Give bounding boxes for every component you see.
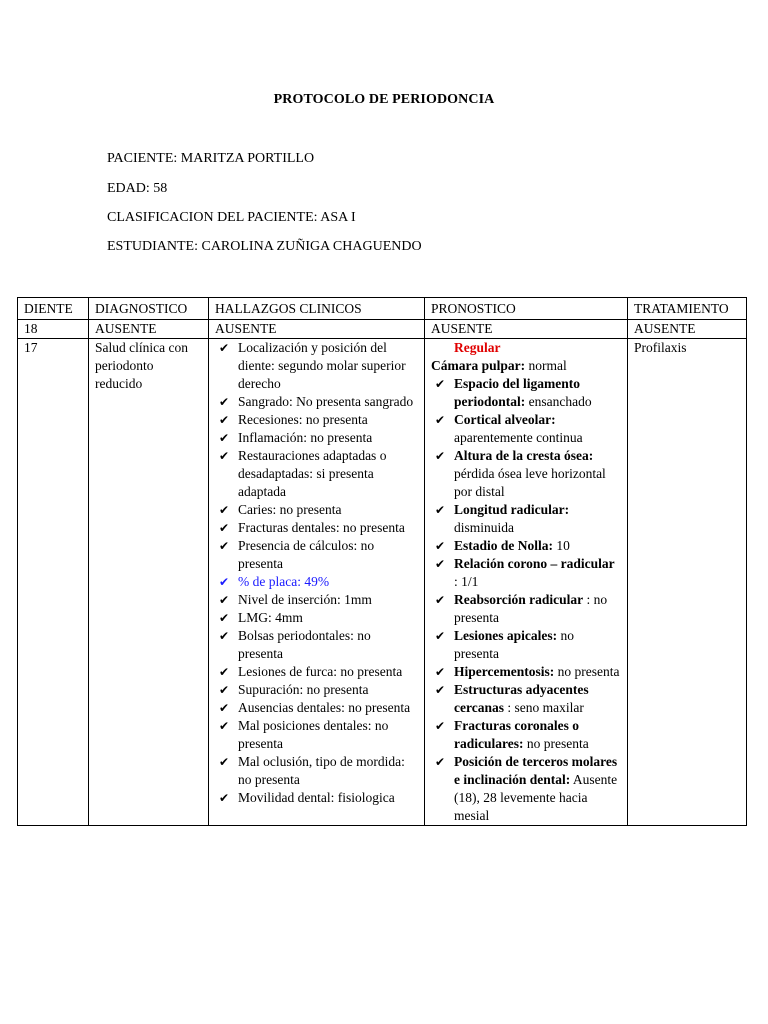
pronostico-item-label: Fracturas coronales o radiculares: <box>454 718 579 751</box>
pronostico-overall: Regular <box>454 340 501 355</box>
hallazgo-text: Fracturas dentales: no presenta <box>238 520 405 535</box>
pronostico-item-label: Estadio de Nolla: <box>454 538 554 553</box>
list-item <box>431 663 621 681</box>
checkmark-icon: ✔ <box>219 521 230 535</box>
patient-name: PACIENTE: MARITZA PORTILLO <box>107 151 315 166</box>
checkmark-icon: ✔ <box>435 755 446 769</box>
pronostico-item-label: Lesiones apicales: <box>454 628 558 643</box>
checkmark-icon: ✔ <box>219 431 230 445</box>
cell-tratamiento: AUSENTE <box>628 320 747 339</box>
checkmark-icon: ✔ <box>435 503 446 517</box>
checkmark-icon: ✔ <box>219 413 230 427</box>
list-item <box>431 717 621 753</box>
pronostico-item-value: no presenta <box>526 736 589 751</box>
hallazgo-text: Localización y posición del diente: segundo molar superior derecho <box>238 340 406 391</box>
pronostico-item-value: disminuida <box>454 520 514 535</box>
hallazgo-text: LMG: 4mm <box>238 610 303 625</box>
table-header-row <box>18 298 747 320</box>
checkmark-icon: ✔ <box>435 683 446 697</box>
pronostico-item-value: aparentemente continua <box>454 430 583 445</box>
checkmark-icon: ✔ <box>219 503 230 517</box>
list-item <box>431 555 621 591</box>
hallazgo-text: Nivel de inserción: 1mm <box>238 592 372 607</box>
pronostico-list <box>431 375 621 825</box>
hallazgo-text: Sangrado: No presenta sangrado <box>238 394 414 409</box>
header-pronostico: PRONOSTICO <box>425 298 628 320</box>
checkmark-icon: ✔ <box>435 629 446 643</box>
pronostico-item-value: pérdida ósea leve horizontal por distal <box>454 466 606 499</box>
hallazgo-text: Presencia de cálculos: no presenta <box>238 538 375 571</box>
list-item <box>215 393 418 411</box>
checkmark-icon: ✔ <box>435 665 446 679</box>
list-item <box>431 501 621 537</box>
camara-pulpar <box>431 357 621 375</box>
header-tratamiento: TRATAMIENTO <box>628 298 747 320</box>
checkmark-icon: ✔ <box>219 539 230 553</box>
cell-pronostico <box>425 339 628 826</box>
pronostico-item-label: Altura de la cresta ósea: <box>454 448 594 463</box>
list-item <box>215 663 418 681</box>
checkmark-icon: ✔ <box>219 575 230 589</box>
patient-classification: CLASIFICACION DEL PACIENTE: ASA I <box>107 210 356 225</box>
list-item <box>431 537 621 555</box>
pronostico-item-value: : no presenta <box>454 592 608 625</box>
checkmark-icon: ✔ <box>219 593 230 607</box>
pronostico-item-value: Ausente (18), 28 levemente hacia mesial <box>454 772 618 823</box>
checkmark-icon: ✔ <box>435 413 446 427</box>
list-item <box>215 519 418 537</box>
list-item <box>215 789 418 807</box>
pronostico-item-value: no presenta <box>454 628 574 661</box>
hallazgos-list <box>215 339 418 807</box>
cell-hallazgos <box>209 339 425 826</box>
hallazgo-text: Mal oclusión, tipo de mordida: no presenta <box>238 754 405 787</box>
pronostico-item-label: Estructuras adyacentes cercanas <box>454 682 589 715</box>
pronostico-item-value: 10 <box>556 538 570 553</box>
hallazgo-text: Inflamación: no presenta <box>238 430 373 445</box>
list-item <box>215 447 418 501</box>
checkmark-icon: ✔ <box>435 719 446 733</box>
pronostico-item-label: Hipercementosis: <box>454 664 555 679</box>
hallazgo-text: % de placa: 49% <box>238 574 330 589</box>
checkmark-icon: ✔ <box>435 557 446 571</box>
checkmark-icon: ✔ <box>219 683 230 697</box>
list-item <box>215 339 418 393</box>
checkmark-icon: ✔ <box>219 611 230 625</box>
header-diente: DIENTE <box>18 298 89 320</box>
list-item <box>431 375 621 411</box>
pronostico-item-value: : 1/1 <box>454 574 479 589</box>
list-item <box>431 591 621 627</box>
hallazgo-text: Mal posiciones dentales: no presenta <box>238 718 389 751</box>
pronostico-item-label: Reabsorción radicular <box>454 592 584 607</box>
checkmark-icon: ✔ <box>219 629 230 643</box>
list-item <box>431 681 621 717</box>
checkmark-icon: ✔ <box>219 395 230 409</box>
list-item <box>431 447 621 501</box>
list-item <box>215 627 418 663</box>
hallazgo-text: Supuración: no presenta <box>238 682 369 697</box>
pronostico-item-label: Relación corono – radicular <box>454 556 615 571</box>
list-item <box>215 717 418 753</box>
hallazgo-text: Recesiones: no presenta <box>238 412 368 427</box>
hallazgo-text: Movilidad dental: fisiologica <box>238 790 395 805</box>
checkmark-icon: ✔ <box>219 719 230 733</box>
list-item <box>431 753 621 825</box>
list-item <box>215 591 418 609</box>
cell-diagnostico: Salud clínica con periodonto reducido <box>89 339 209 826</box>
checkmark-icon: ✔ <box>435 593 446 607</box>
list-item <box>431 411 621 447</box>
student-name: ESTUDIANTE: CAROLINA ZUÑIGA CHAGUENDO <box>107 239 422 254</box>
list-item <box>215 537 418 573</box>
cell-hallazgos: AUSENTE <box>209 320 425 339</box>
hallazgo-text: Ausencias dentales: no presenta <box>238 700 411 715</box>
checkmark-icon: ✔ <box>219 665 230 679</box>
camara-value: normal <box>528 358 567 373</box>
header-hallazgos: HALLAZGOS CLINICOS <box>209 298 425 320</box>
cell-pronostico: AUSENTE <box>425 320 628 339</box>
table-row <box>18 320 747 339</box>
checkmark-icon: ✔ <box>219 791 230 805</box>
hallazgo-text: Caries: no presenta <box>238 502 342 517</box>
pronostico-item-label: Espacio del ligamento periodontal: <box>454 376 581 409</box>
hallazgo-text: Restauraciones adaptadas o desadaptadas: si presenta adaptada <box>238 448 387 499</box>
pronostico-item-value: : seno maxilar <box>507 700 584 715</box>
list-item <box>215 681 418 699</box>
pronostico-item-label: Longitud radicular: <box>454 502 570 517</box>
list-item <box>215 501 418 519</box>
pronostico-item-label: Cortical alveolar: <box>454 412 556 427</box>
checkmark-icon: ✔ <box>435 377 446 391</box>
checkmark-icon: ✔ <box>219 755 230 769</box>
list-item <box>431 627 621 663</box>
table-row <box>18 339 747 826</box>
camara-label: Cámara pulpar: <box>431 358 526 373</box>
list-item <box>215 411 418 429</box>
pronostico-item-value: no presenta <box>557 664 620 679</box>
list-item <box>215 609 418 627</box>
document-title: PROTOCOLO DE PERIODONCIA <box>273 92 495 107</box>
list-item <box>215 429 418 447</box>
cell-diente: 17 <box>18 339 89 826</box>
list-item <box>215 753 418 789</box>
checkmark-icon: ✔ <box>435 539 446 553</box>
checkmark-icon: ✔ <box>435 449 446 463</box>
periodontal-table <box>17 297 747 826</box>
header-diagnostico: DIAGNOSTICO <box>89 298 209 320</box>
hallazgo-text: Bolsas periodontales: no presenta <box>238 628 371 661</box>
list-item <box>215 573 418 591</box>
checkmark-icon: ✔ <box>219 701 230 715</box>
pronostico-item-label: Posición de terceros molares e inclinación dental: <box>454 754 618 787</box>
checkmark-icon: ✔ <box>219 341 230 355</box>
pronostico-item-value: ensanchado <box>528 394 592 409</box>
cell-diente: 18 <box>18 320 89 339</box>
patient-age: EDAD: 58 <box>107 181 168 196</box>
cell-tratamiento: Profilaxis <box>628 339 747 826</box>
cell-diagnostico: AUSENTE <box>89 320 209 339</box>
list-item <box>215 699 418 717</box>
checkmark-icon: ✔ <box>219 449 230 463</box>
hallazgo-text: Lesiones de furca: no presenta <box>238 664 403 679</box>
